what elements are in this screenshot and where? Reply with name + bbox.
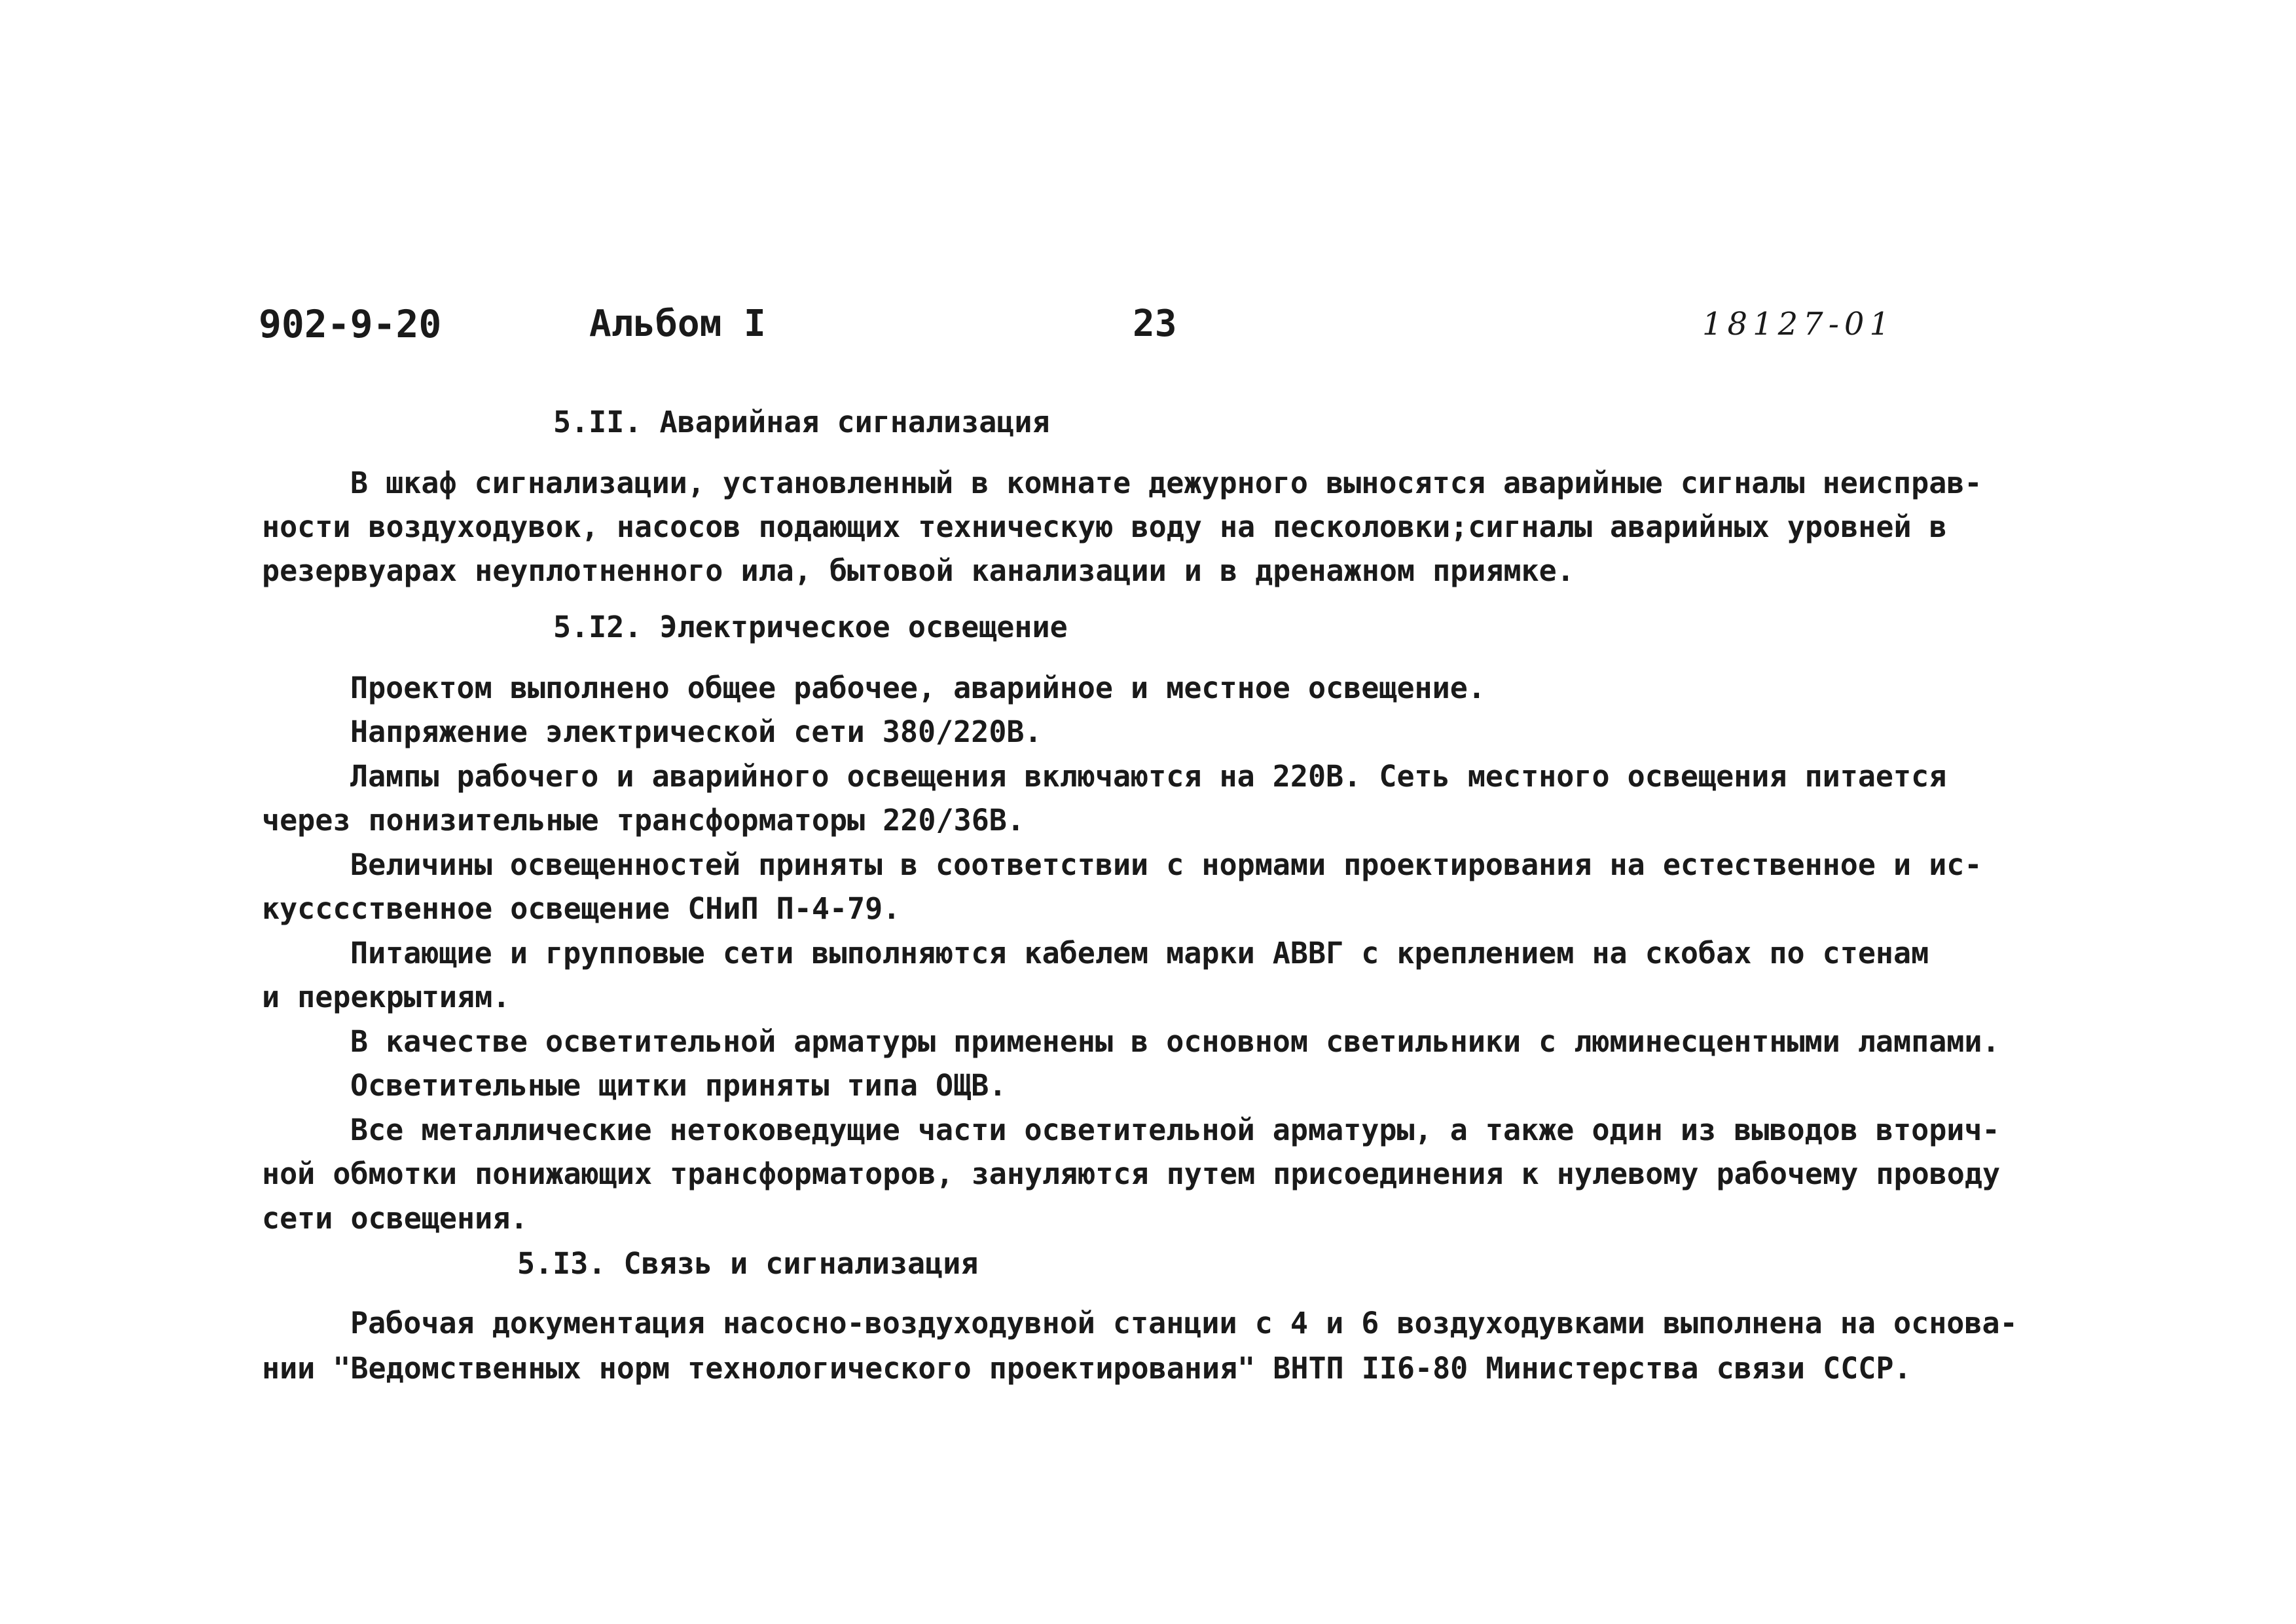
album-label: Альбом I xyxy=(589,303,766,345)
paragraph-line: Лампы рабочего и аварийного освещения включаются на 220В. Сеть местного освещения питается xyxy=(350,759,1947,794)
paragraph-line: Напряжение электрической сети 380/220В. xyxy=(350,714,1042,749)
paragraph-line: Величины освещенностей приняты в соответствии с нормами проектирования на естественное и ис- xyxy=(350,847,1982,882)
paragraph-line: ности воздуходувок, насосов подающих техническую воду на песколовки;сигналы аварийных уровней в xyxy=(262,509,1947,544)
paragraph-line: Осветительные щитки приняты типа ОЩВ. xyxy=(350,1068,1007,1103)
paragraph-line: через понизительные трансформаторы 220/36В. xyxy=(262,803,1025,838)
paragraph-line: сети освещения. xyxy=(262,1201,528,1236)
paragraph-line: кусссственное освещение СНиП П-4-79. xyxy=(262,891,901,926)
paragraph-line: Рабочая документация насосно-воздуходувной станции с 4 и 6 воздуходувками выполнена на основа- xyxy=(350,1306,2018,1340)
document-number: 18127-01 xyxy=(1702,306,1895,342)
paragraph-line: ной обмотки понижающих трансформаторов, зануляются путем присоединения к нулевому рабочему проводу xyxy=(262,1156,2001,1191)
paragraph-line: резервуарах неуплотненного ила, бытовой канализации и в дренажном приямке. xyxy=(262,553,1575,588)
section-title: 5.I2. Электрическое освещение xyxy=(553,610,1068,644)
paragraph-line: нии "Ведомственных норм технологического проектирования" ВНТП II6-80 Министерства связи СССР. xyxy=(262,1351,1912,1386)
document-code: 902-9-20 xyxy=(259,302,442,346)
paragraph-line: Все металлические нетоковедущие части осветительной арматуры, а также один из выводов вторич- xyxy=(350,1113,2000,1147)
section-title: 5.II. Аварийная сигнализация xyxy=(553,405,1050,439)
paragraph-line: В шкаф сигнализации, установленный в комнате дежурного выносятся аварийные сигналы неисправ- xyxy=(350,466,1982,500)
paragraph-line: Проектом выполнено общее рабочее, аварийное и местное освещение. xyxy=(350,671,1485,705)
paragraph-line: и перекрытиям. xyxy=(262,980,511,1014)
section-title: 5.I3. Связь и сигнализация xyxy=(517,1246,979,1281)
page-number: 23 xyxy=(1133,303,1177,345)
paragraph-line: Питающие и групповые сети выполняются кабелем марки АВВГ с креплением на скобах по стенам xyxy=(350,936,1929,970)
paragraph-line: В качестве осветительной арматуры применены в основном светильники с люминесцентными лампами. xyxy=(350,1024,2000,1059)
